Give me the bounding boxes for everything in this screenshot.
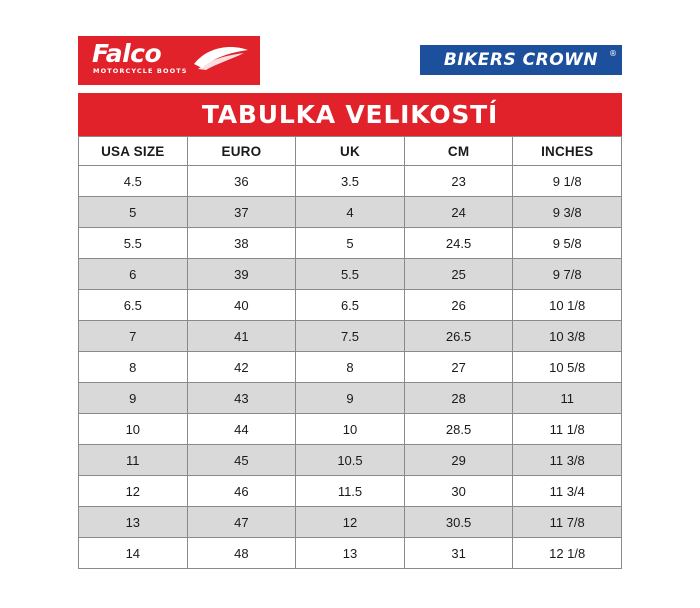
cell-usa-size: 5 — [79, 197, 188, 228]
cell-cm: 24.5 — [404, 228, 513, 259]
falco-tagline: MOTORCYCLE BOOTS — [93, 67, 188, 75]
cell-euro: 48 — [187, 538, 296, 569]
size-conversion-table — [78, 136, 622, 569]
bikers-crown-wordmark: BIKERS CROWN — [443, 50, 599, 70]
cell-usa-size: 9 — [79, 383, 188, 414]
cell-euro: 43 — [187, 383, 296, 414]
table-row — [79, 507, 622, 538]
table-row — [79, 538, 622, 569]
cell-usa-size: 8 — [79, 352, 188, 383]
cell-cm: 30 — [404, 476, 513, 507]
cell-inches: 10 3/8 — [513, 321, 622, 352]
falco-wordmark: Falco — [92, 39, 162, 68]
cell-uk: 6.5 — [296, 290, 405, 321]
cell-euro: 40 — [187, 290, 296, 321]
registered-mark: ® — [609, 49, 617, 58]
table-row — [79, 352, 622, 383]
cell-uk: 7.5 — [296, 321, 405, 352]
table-row — [79, 414, 622, 445]
cell-inches: 9 3/8 — [513, 197, 622, 228]
cell-uk: 5.5 — [296, 259, 405, 290]
cell-euro: 38 — [187, 228, 296, 259]
cell-inches: 11 3/8 — [513, 445, 622, 476]
cell-cm: 28 — [404, 383, 513, 414]
cell-euro: 37 — [187, 197, 296, 228]
cell-inches: 11 7/8 — [513, 507, 622, 538]
table-row — [79, 166, 622, 197]
cell-usa-size: 11 — [79, 445, 188, 476]
column-header-inches: INCHES — [513, 137, 622, 166]
cell-usa-size: 5.5 — [79, 228, 188, 259]
cell-uk: 3.5 — [296, 166, 405, 197]
cell-cm: 31 — [404, 538, 513, 569]
cell-uk: 5 — [296, 228, 405, 259]
cell-cm: 27 — [404, 352, 513, 383]
cell-uk: 11.5 — [296, 476, 405, 507]
cell-cm: 25 — [404, 259, 513, 290]
cell-euro: 44 — [187, 414, 296, 445]
cell-euro: 41 — [187, 321, 296, 352]
cell-usa-size: 7 — [79, 321, 188, 352]
cell-cm: 29 — [404, 445, 513, 476]
cell-cm: 28.5 — [404, 414, 513, 445]
cell-usa-size: 6 — [79, 259, 188, 290]
cell-cm: 23 — [404, 166, 513, 197]
cell-euro: 39 — [187, 259, 296, 290]
cell-inches: 9 7/8 — [513, 259, 622, 290]
cell-inches: 10 5/8 — [513, 352, 622, 383]
cell-uk: 4 — [296, 197, 405, 228]
table-row — [79, 290, 622, 321]
table-header-row — [79, 137, 622, 166]
column-header-euro: EURO — [187, 137, 296, 166]
cell-uk: 10.5 — [296, 445, 405, 476]
table-row — [79, 197, 622, 228]
column-header-cm: CM — [404, 137, 513, 166]
cell-usa-size: 13 — [79, 507, 188, 538]
cell-inches: 11 1/8 — [513, 414, 622, 445]
cell-euro: 47 — [187, 507, 296, 538]
cell-uk: 8 — [296, 352, 405, 383]
table-row — [79, 259, 622, 290]
cell-inches: 11 3/4 — [513, 476, 622, 507]
cell-inches: 12 1/8 — [513, 538, 622, 569]
column-header-usa-size: USA SIZE — [79, 137, 188, 166]
cell-euro: 46 — [187, 476, 296, 507]
cell-cm: 30.5 — [404, 507, 513, 538]
cell-uk: 9 — [296, 383, 405, 414]
cell-inches: 9 5/8 — [513, 228, 622, 259]
cell-usa-size: 6.5 — [79, 290, 188, 321]
cell-cm: 26 — [404, 290, 513, 321]
table-row — [79, 476, 622, 507]
cell-usa-size: 14 — [79, 538, 188, 569]
size-chart-sheet — [78, 36, 622, 569]
table-body — [79, 166, 622, 569]
brand-row — [78, 36, 622, 85]
table-row — [79, 383, 622, 414]
cell-cm: 24 — [404, 197, 513, 228]
falco-logo — [78, 36, 260, 85]
cell-inches: 10 1/8 — [513, 290, 622, 321]
cell-cm: 26.5 — [404, 321, 513, 352]
table-row — [79, 445, 622, 476]
cell-uk: 12 — [296, 507, 405, 538]
column-header-uk: UK — [296, 137, 405, 166]
cell-inches: 9 1/8 — [513, 166, 622, 197]
cell-uk: 13 — [296, 538, 405, 569]
cell-euro: 45 — [187, 445, 296, 476]
cell-usa-size: 4.5 — [79, 166, 188, 197]
page-title: TABULKA VELIKOSTÍ — [78, 93, 622, 136]
cell-usa-size: 10 — [79, 414, 188, 445]
table-row — [79, 228, 622, 259]
cell-euro: 36 — [187, 166, 296, 197]
falco-swoosh-icon — [192, 44, 250, 70]
cell-inches: 11 — [513, 383, 622, 414]
cell-uk: 10 — [296, 414, 405, 445]
cell-usa-size: 12 — [79, 476, 188, 507]
cell-euro: 42 — [187, 352, 296, 383]
table-row — [79, 321, 622, 352]
bikers-crown-logo — [420, 45, 622, 75]
